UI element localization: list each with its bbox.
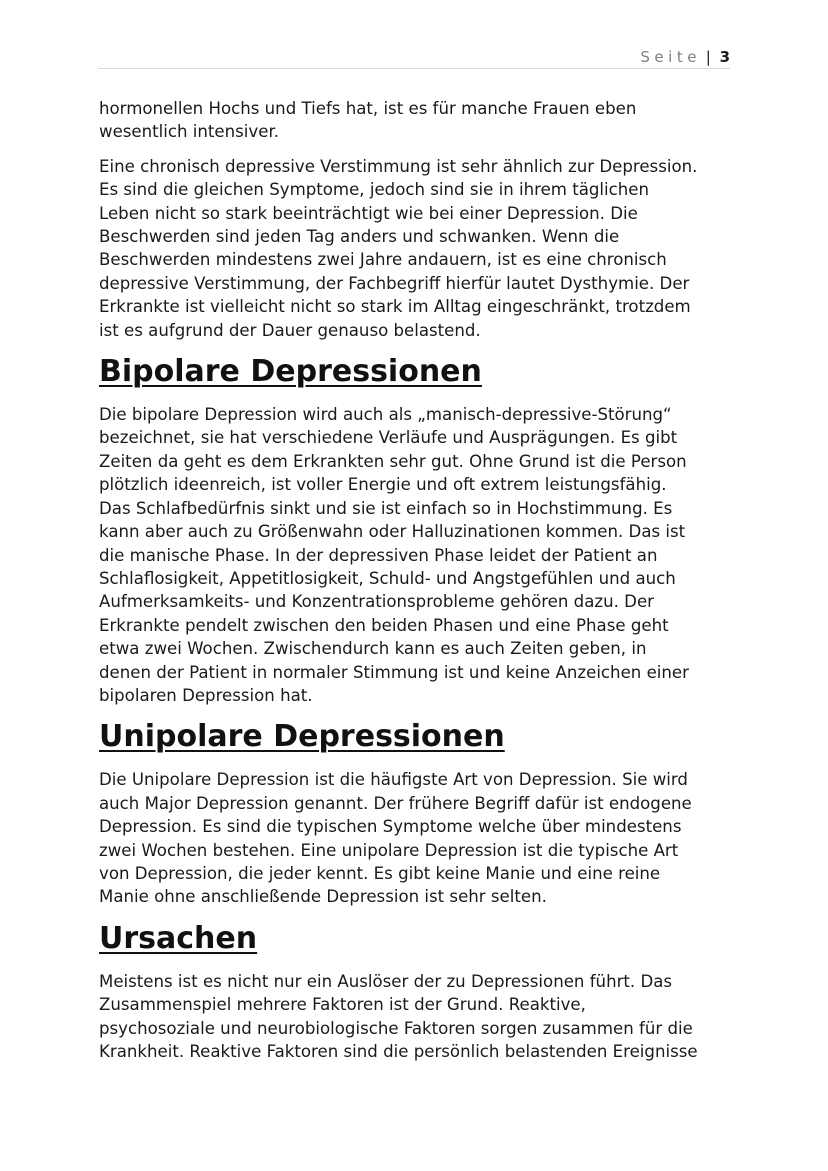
paragraph: [99, 97, 739, 144]
paragraph: [99, 970, 739, 1064]
text-line: psychosoziale und neurobiologische Faktoren sorgen zusammen für die: [99, 1018, 693, 1038]
text-line: Beschwerden sind jeden Tag anders und schwanken. Wenn die: [99, 227, 620, 247]
text-line: etwa zwei Wochen. Zwischendurch kann es auch Zeiten geben, in: [99, 639, 647, 659]
page-label: Seite: [640, 48, 701, 66]
text-line: denen der Patient in normaler Stimmung ist und keine Anzeichen einer: [99, 662, 689, 682]
section-heading-unipolar: Unipolare Depressionen: [99, 719, 505, 755]
text-line: Das Schlafbedürfnis sinkt und sie ist einfach so in Hochstimmung. Es: [99, 498, 673, 518]
page-number: 3: [719, 48, 730, 66]
text-line: auch Major Depression genannt. Der frühere Begriff dafür ist endogene: [99, 793, 692, 813]
text-line: kann aber auch zu Größenwahn oder Halluzinationen kommen. Das ist: [99, 522, 686, 542]
text-line: zwei Wochen bestehen. Eine unipolare Depression ist die typische Art: [99, 840, 679, 860]
section-heading-causes: Ursachen: [99, 920, 258, 956]
text-line: Depression. Es sind die typischen Symptome welche über mindestens: [99, 817, 682, 837]
text-line: ist es aufgrund der Dauer genauso belastend.: [99, 320, 481, 340]
text-line: bezeichnet, sie hat verschiedene Verläufe und Ausprägungen. Es gibt: [99, 428, 678, 448]
paragraph: [99, 155, 739, 342]
text-line: von Depression, die jeder kennt. Es gibt keine Manie und eine reine: [99, 863, 661, 883]
text-line: Schlaflosigkeit, Appetitlosigkeit, Schuld- und Angstgefühlen und auch: [99, 568, 676, 588]
text-line: Zeiten da geht es dem Erkrankten sehr gut. Ohne Grund ist die Person: [99, 451, 687, 471]
text-line: wesentlich intensiver.: [99, 122, 280, 142]
text-line: Beschwerden mindestens zwei Jahre andauern, ist es eine chronisch: [99, 250, 667, 270]
text-line: Die bipolare Depression wird auch als „manisch-depressive-Störung“: [99, 405, 672, 425]
text-line: Leben nicht so stark beeinträchtigt wie bei einer Depression. Die: [99, 203, 638, 223]
text-line: Krankheit. Reaktive Faktoren sind die persönlich belastenden Ereignisse: [99, 1042, 698, 1061]
text-line: depressive Verstimmung, der Fachbegriff hierfür lautet Dysthymie. Der: [99, 273, 690, 293]
text-line: Zusammenspiel mehrere Faktoren ist der Grund. Reaktive,: [99, 995, 586, 1015]
text-line: Eine chronisch depressive Verstimmung ist sehr ähnlich zur Depression.: [99, 156, 698, 176]
paragraph: [99, 403, 739, 707]
text-line: Aufmerksamkeits- und Konzentrationsprobleme gehören dazu. Der: [99, 592, 654, 612]
text-line: Es sind die gleichen Symptome, jedoch sind sie in ihrem täglichen: [99, 180, 650, 200]
paragraph: [99, 768, 739, 908]
text-line: Die Unipolare Depression ist die häufigste Art von Depression. Sie wird: [99, 770, 688, 790]
text-line: Erkrankte ist vielleicht nicht so stark im Alltag eingeschränkt, trotzdem: [99, 297, 691, 317]
section-heading-bipolar: Bipolare Depressionen: [99, 354, 482, 390]
document-body: [99, 97, 739, 1074]
page-separator: |: [705, 48, 711, 66]
text-line: hormonellen Hochs und Tiefs hat, ist es für manche Frauen eben: [99, 99, 637, 118]
page-header: [98, 46, 730, 69]
text-line: Erkrankte pendelt zwischen den beiden Phasen und eine Phase geht: [99, 615, 669, 635]
text-line: Meistens ist es nicht nur ein Auslöser der zu Depressionen führt. Das: [99, 971, 673, 991]
text-line: Manie ohne anschließende Depression ist sehr selten.: [99, 887, 547, 907]
text-line: bipolaren Depression hat.: [99, 685, 313, 705]
text-line: plötzlich ideenreich, ist voller Energie und oft extrem leistungsfähig.: [99, 475, 667, 495]
text-line: die manische Phase. In der depressiven Phase leidet der Patient an: [99, 545, 658, 565]
